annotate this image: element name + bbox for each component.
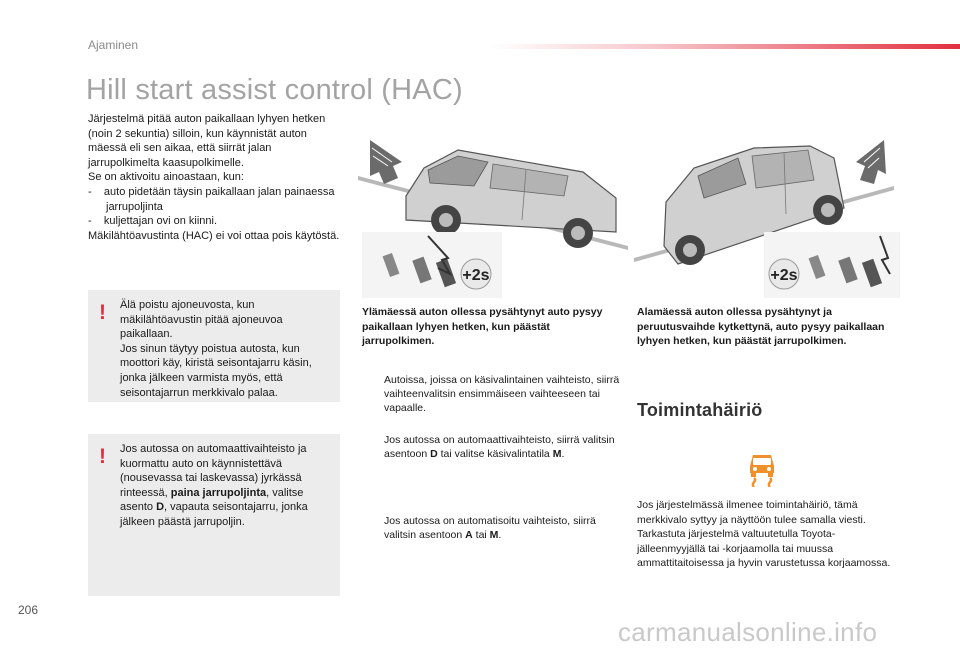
warning-text: Jos sinun täytyy poistua autosta, kun moottori käy, kiristä seisontajarru käsin, jonka jälkeen varmista myös, että seisontajarrun merkkivalo palaa. — [120, 342, 312, 399]
warning-text — [120, 442, 330, 530]
uphill-direction-arrow — [370, 140, 402, 184]
list-item-text: auto pidetään täysin paikallaan jalan painaessa jarrupoljinta — [103, 185, 335, 213]
intro-text — [88, 112, 340, 243]
instruction-text: . — [561, 448, 565, 461]
warning-text-part: Jos autossa on automaattivaihteisto ja kuormattu auto on käynnistettävä (nousevassa tai laskevassa) jyrkässä rinteessä, — [120, 443, 307, 499]
intro-list-item — [88, 214, 340, 229]
fault-section-title: Toimintahäiriö — [637, 400, 763, 420]
automated-gearbox-instruction — [362, 514, 620, 542]
warning-icon: ! — [99, 445, 106, 468]
uphill-caption: Ylämäessä auton ollessa pysähtynyt auto pysyy paikallaan lyhyen hetken, kun päästät jarrupolkimen. — [362, 306, 603, 347]
instruction-emphasis: M — [489, 529, 499, 542]
timer-badge-label: +2s — [770, 267, 798, 284]
instruction-text: Autoissa, joissa on käsivalintainen vaihteisto, siirrä vaihteenvalitsin ensimmäiseen vaihteeseen tai vapaalle. — [384, 374, 620, 415]
instruction-text: Jos autossa on automatisoitu vaihteisto, siirrä valitsin asentoon — [384, 515, 596, 542]
page-number: 206 — [18, 603, 39, 617]
watermark: carmanualsonline.info — [618, 617, 878, 647]
warning-emphasis: paina jarrupoljinta — [170, 486, 267, 499]
list-bullet: - — [88, 215, 92, 228]
warning-text: Älä poistu ajoneuvosta, kun mäkilähtöavustin pitää ajoneuvoa paikallaan. — [120, 299, 283, 341]
warning-box-automatic — [88, 434, 340, 596]
instruction-emphasis: M — [552, 448, 562, 461]
automatic-gearbox-instruction — [362, 433, 620, 461]
section-label: Ajaminen — [88, 38, 139, 52]
instruction-emphasis: A — [465, 529, 473, 542]
intro-list-item — [88, 185, 340, 214]
fault-description: Jos järjestelmässä ilmenee toimintahäiriö, tämä merkkivalo syttyy ja näyttöön tulee samalla viesti. Tarkastuta järjestelmä valtuutetulla Toyota-jälleenmyyjällä tai -korjaamolla tai muussa ammattitaitoisessa ja hyvin varustetussa korjaamossa. — [637, 499, 891, 569]
header-rule — [490, 44, 960, 49]
instruction-text: Jos autossa on automaattivaihteisto, siirrä valitsin asentoon — [384, 434, 615, 461]
downhill-caption: Alamäessä auton ollessa pysähtynyt ja peruutusvaihde kytkettynä, auto pysyy paikallaan lyhyen hetken, kun päästät jarrupolkimen. — [637, 306, 885, 347]
instruction-emphasis: D — [430, 448, 438, 461]
manual-gearbox-instruction — [362, 373, 620, 416]
list-bullet: - — [88, 185, 92, 198]
timer-badge-label: +2s — [462, 267, 490, 284]
downhill-direction-arrow — [856, 140, 886, 184]
warning-icon: ! — [99, 301, 106, 324]
list-item-text: kuljettajan ovi on kiinni. — [103, 215, 218, 228]
instruction-text: tai valitse käsivalintatila — [437, 448, 553, 461]
timer-badge — [769, 259, 799, 289]
page-title: Hill start assist control (HAC) — [86, 74, 463, 106]
warning-text-part: , vapauta seisontajarru, jonka jälkeen päästä jarrupoljin. — [120, 501, 308, 528]
warning-text-part: , valitse asento — [120, 486, 304, 514]
warning-emphasis: D — [156, 501, 165, 514]
instruction-text: tai — [472, 529, 490, 542]
downhill-illustration — [634, 128, 904, 298]
uphill-illustration — [358, 128, 628, 298]
skid-warning-icon — [746, 451, 778, 487]
warning-box — [88, 290, 340, 402]
timer-badge — [461, 259, 491, 289]
instruction-text: . — [498, 529, 502, 542]
intro-note: Mäkilähtöavustinta (HAC) ei voi ottaa pois käytöstä. — [88, 229, 340, 242]
intro-paragraph: Järjestelmä pitää auton paikallaan lyhyen hetken (noin 2 sekuntia) silloin, kun käynnistät auton mäessä eli sen aikaa, että siirrät jalan jarrupolkimelta kaasupolkimelle. — [88, 113, 326, 169]
intro-condition-lead: Se on aktivoitu ainoastaan, kun: — [88, 171, 244, 184]
